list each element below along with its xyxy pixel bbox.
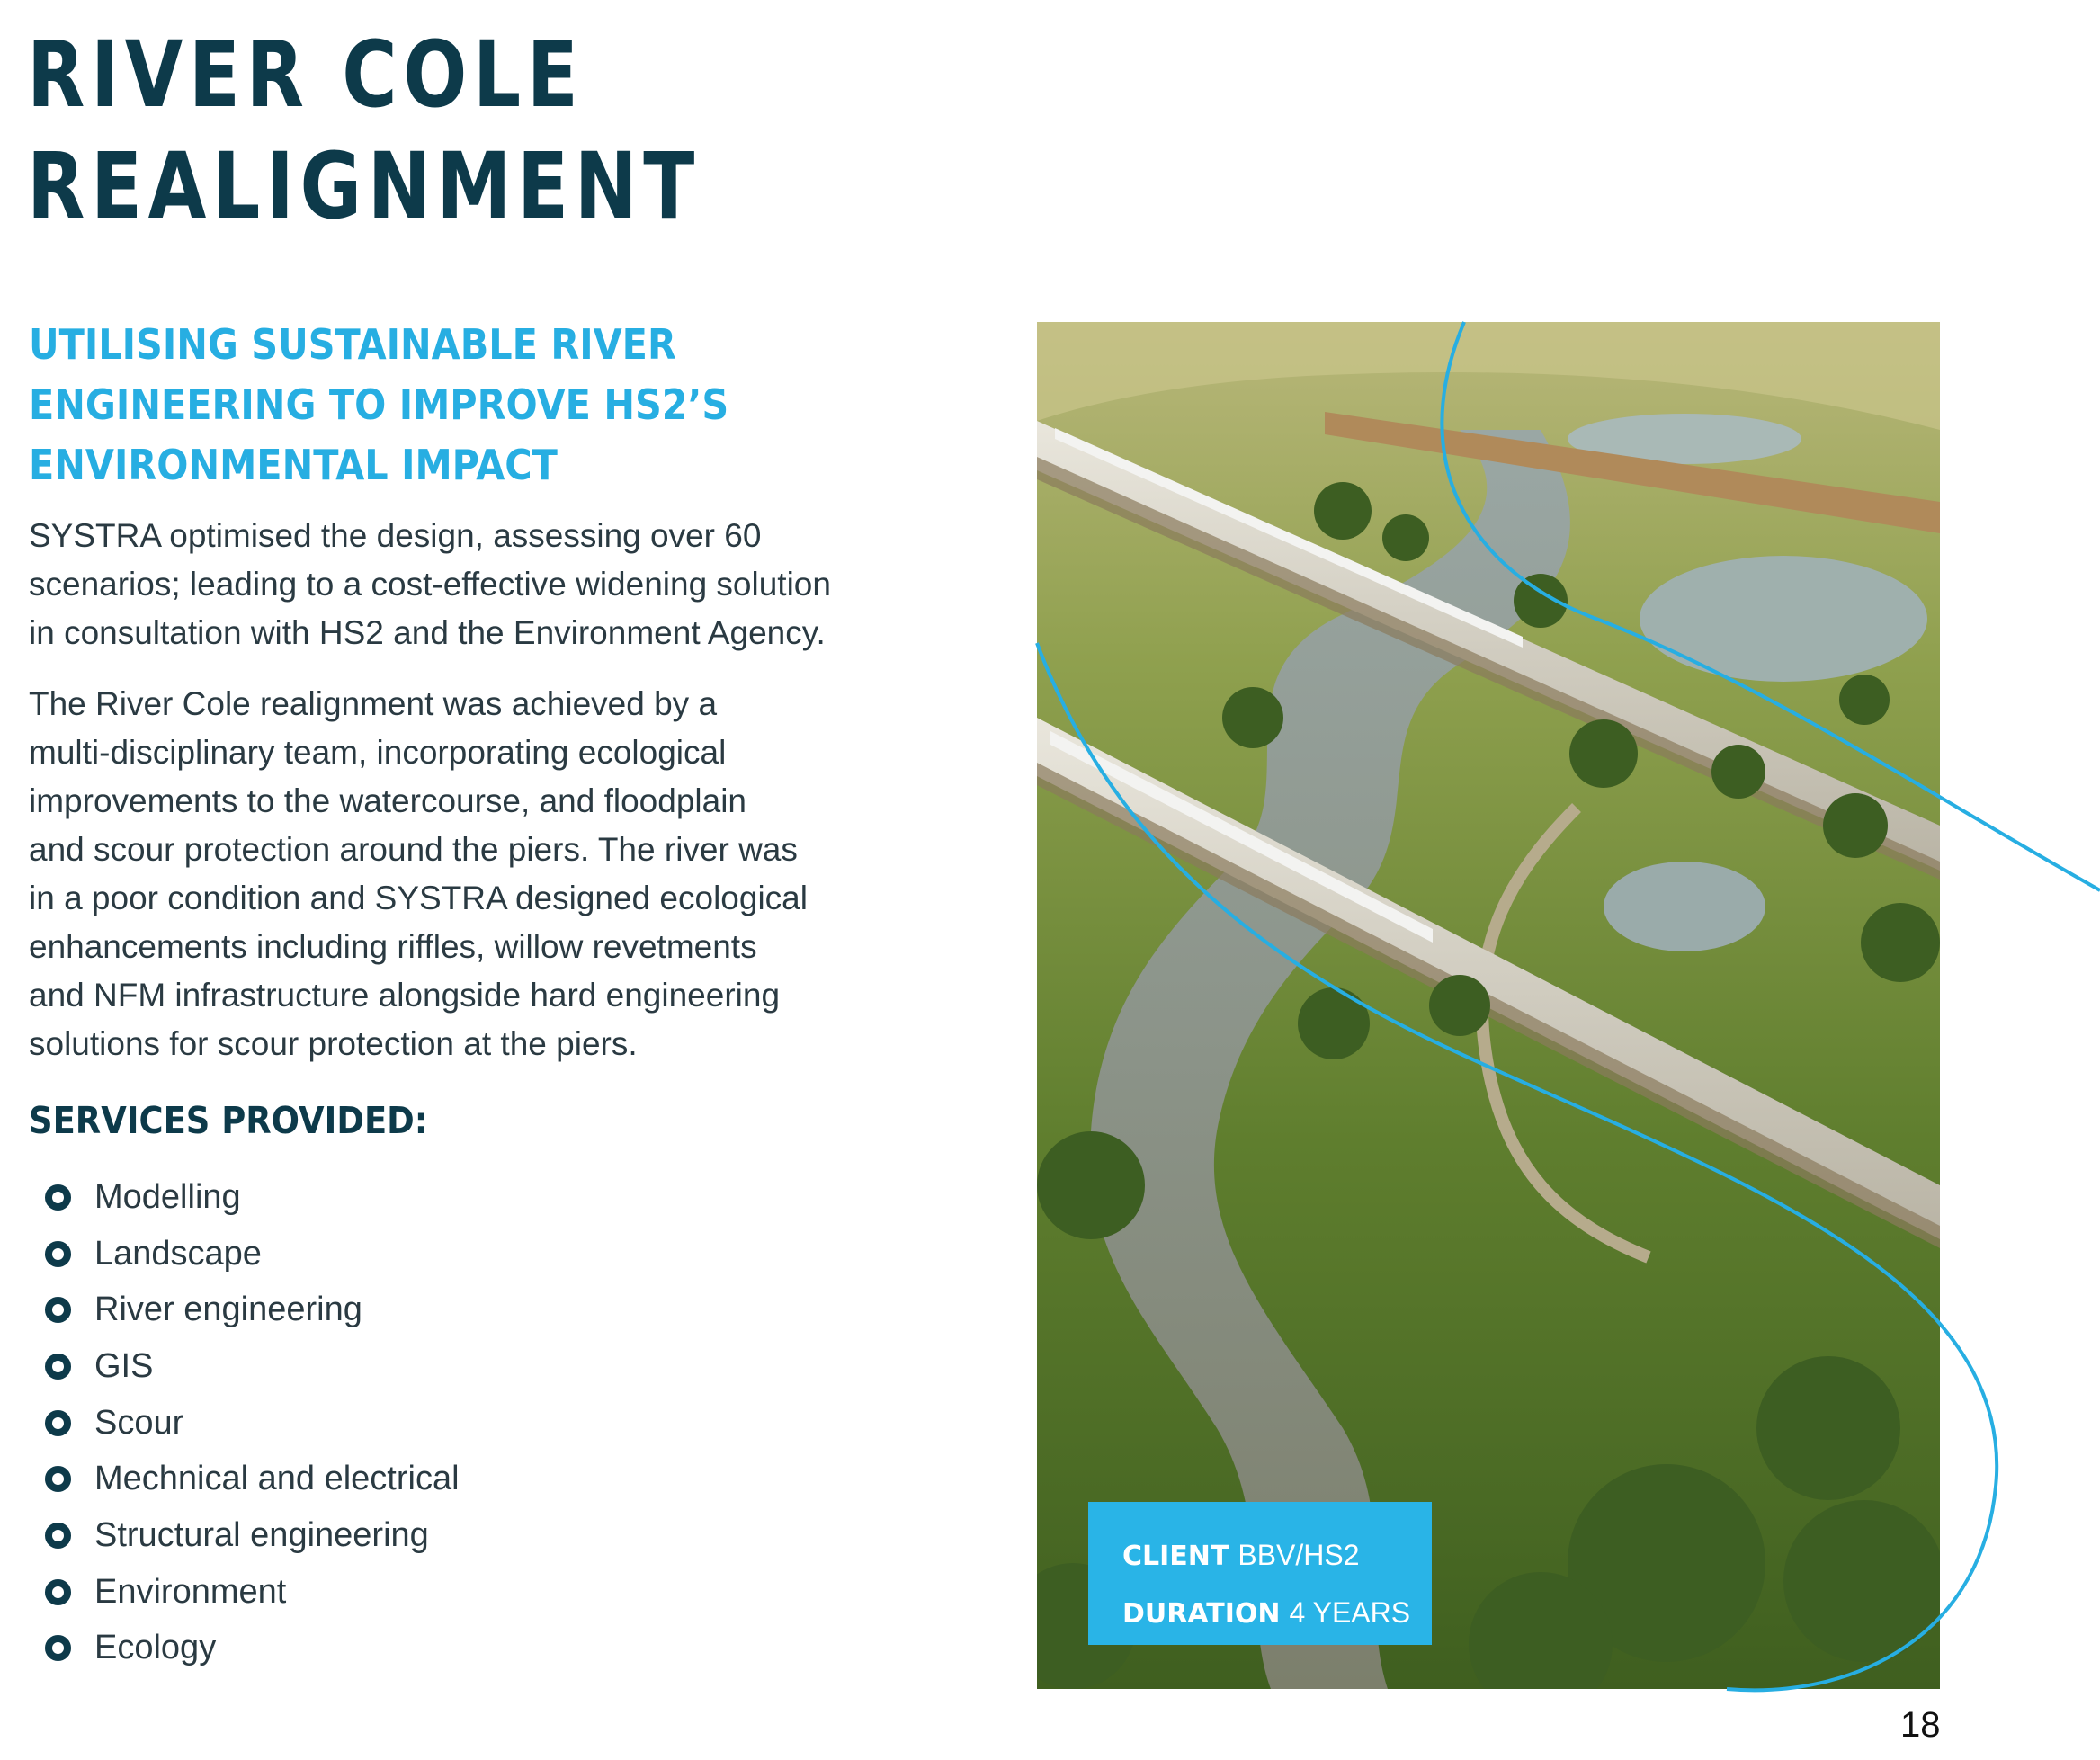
list-item [45,1507,460,1564]
duration-label: DURATION [1122,1598,1281,1630]
subtitle-line-2: ENGINEERING TO IMPROVE HS2’S [29,380,729,429]
project-info-box [1088,1502,1432,1645]
services-list [45,1169,460,1676]
service-label: Mechnical and electrical [94,1460,460,1498]
pond-upper [1640,556,1927,682]
service-label: River engineering [94,1291,362,1329]
service-label: Ecology [94,1629,217,1667]
bullet-icon [45,1579,71,1605]
service-label: GIS [94,1346,154,1385]
subtitle [29,315,728,496]
paragraph-line: The River Cole realignment was achieved by a [29,685,718,722]
list-item [45,1451,460,1507]
paragraph-line: improvements to the watercourse, and floodplain [29,782,746,819]
aerial-illustration [1037,322,1940,1689]
paragraph-line: enhancements including riffles, willow revetments [29,928,757,965]
paragraph-line: in a poor condition and SYSTRA designed ecological [29,880,808,916]
page-number: 18 [1900,1705,1941,1745]
paragraph-line: and NFM infrastructure alongside hard engineering [29,977,781,1014]
bullet-icon [45,1241,71,1267]
list-item [45,1282,460,1338]
services-heading: SERVICES PROVIDED: [29,1099,428,1142]
bullet-icon [45,1354,71,1380]
service-label: Scour [94,1403,184,1442]
bullet-icon [45,1523,71,1549]
list-item [45,1226,460,1282]
list-item [45,1564,460,1621]
paragraph-line: scenarios; leading to a cost-effective widening solution [29,566,831,603]
body-paragraph [29,680,808,1068]
page-title [27,20,701,243]
pond-middle [1604,862,1765,951]
list-item [45,1338,460,1395]
title-line-1: RIVER COLE [27,22,585,129]
service-label: Environment [94,1572,287,1611]
paragraph-line: in consultation with HS2 and the Environment Agency. [29,614,826,651]
title-line-2: REALIGNMENT [27,133,701,240]
service-label: Landscape [94,1234,262,1273]
bullet-icon [45,1184,71,1211]
bullet-icon [45,1635,71,1661]
bullet-icon [45,1410,71,1436]
bullet-icon [45,1466,71,1492]
subtitle-line-1: UTILISING SUSTAINABLE RIVER [29,320,676,369]
paragraph-line: multi-disciplinary team, incorporating ecological [29,734,727,771]
intro-paragraph [29,512,831,657]
paragraph-line: solutions for scour protection at the piers. [29,1025,638,1062]
list-item [45,1621,460,1677]
duration-row [1122,1585,1432,1642]
service-label: Modelling [94,1177,241,1216]
list-item [45,1169,460,1226]
bullet-icon [45,1297,71,1323]
paragraph-line: SYSTRA optimised the design, assessing over 60 [29,517,762,554]
paragraph-line: and scour protection around the piers. The river was [29,831,798,868]
aerial-rail-viaduct-image [1037,322,1940,1689]
subtitle-line-3: ENVIRONMENTAL IMPACT [29,441,558,489]
client-row [1122,1527,1432,1585]
client-value: BBV/HS2 [1238,1539,1360,1571]
client-label: CLIENT [1122,1541,1229,1572]
service-label: Structural engineering [94,1515,429,1554]
duration-value: 4 YEARS [1289,1596,1411,1629]
list-item [45,1395,460,1452]
